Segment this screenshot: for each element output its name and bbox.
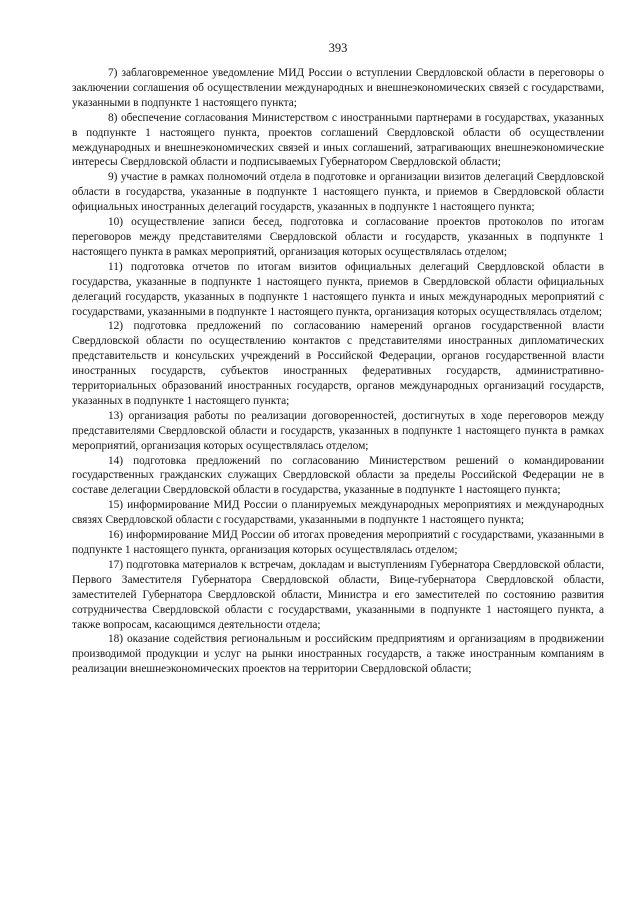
page-number: 393 bbox=[328, 41, 348, 55]
list-item-7: 7) заблаговременное уведомление МИД России о вступлении Свердловской области в переговоры о заключении соглашения об осуществлении международных и внешнеэкономических связей с государствами, указанными в подпункте 1 настоящего пункта; bbox=[72, 67, 604, 109]
list-item-12: 12) подготовка предложений по согласованию намерений органов государственной власти Свердловской области по осуществлению контактов с представителями иностранных дипломатических представительств и консульских учреждений в Российской Федерации, органов государственной власти иностранных государств, субъектов иностранных федеративных государств, административно-территориальных образований иностранных государств, органов международных организаций государств, указанных в подпункте 1 настоящего пункта; bbox=[72, 320, 604, 407]
list-item-13: 13) организация работы по реализации договоренностей, достигнутых в ходе переговоров между представителями Свердловской области и государств, указанных в подпункте 1 настоящего пункта в рамках мероприятий, организация которых осуществлялась отделом; bbox=[72, 409, 604, 452]
list-item-15: 15) информирование МИД России о планируемых международных мероприятиях и международных связях Свердловской области с государствами, указанными в подпункте 1 настоящего пункта; bbox=[72, 499, 604, 527]
list-item-16: 16) информирование МИД России об итогах проведения мероприятий с государствами, указанными в подпункте 1 настоящего пункта, организация которых осуществлялась отделом; bbox=[72, 529, 604, 556]
list-item-18: 18) оказание содействия региональным и российским предприятиям и организациям в продвижении производимой продукции и услуг на рынки иностранных государств, а также иностранным компаниям в реализации внешнеэкономических проектов на территории Свердловской области; bbox=[72, 633, 604, 676]
list-item-8: 8) обеспечение согласования Министерством с иностранными партнерами в государствах, указанных в подпункте 1 настоящего пункта, проектов соглашений Свердловской области об осуществлении международных и внешнеэкономических связей и иных соглашений, затрагивающих внешнеэкономические интересы Свердловской области и подписываемых Губернатором Свердловской области; bbox=[72, 111, 604, 169]
document-page bbox=[72, 40, 604, 677]
list-item-14: 14) подготовка предложений по согласованию Министерством решений о командировании государственных гражданских служащих Свердловской области за пределы Российской Федерации не в составе делегации Свердловской области в государства, указанные в подпункте 1 настоящего пункта; bbox=[72, 454, 604, 497]
list-item-11: 11) подготовка отчетов по итогам визитов официальных делегаций Свердловской области в государства, указанные в подпункте 1 настоящего пункта, приемов в Свердловской области официальных делегаций государств, указанных в подпункте 1 настоящего пункта и иных международных мероприятий с государствами, указанными в подпункте 1 настоящего пункта, организация которых осуществлялась отделом; bbox=[72, 260, 604, 318]
list-item-17: 17) подготовка материалов к встречам, докладам и выступлениям Губернатора Свердловской области, Первого Заместителя Губернатора Свердловской области, Вице-губернатора Свердловской области, заместителей Губернатора Свердловской области, Министра и его заместителей по состоянию развития сотрудничества Свердловской области с государствами, указанными в подпункте 1 настоящего пункта, а также вопросам, касающимся деятельности отдела; bbox=[72, 558, 604, 631]
list-item-10: 10) осуществление записи бесед, подготовка и согласование проектов протоколов по итогам переговоров между представителями Свердловской области и государств, указанных в подпункте 1 настоящего пункта в рамках мероприятий, организация которых осуществлялась отделом; bbox=[72, 216, 604, 258]
list-item-9: 9) участие в рамках полномочий отдела в подготовке и организации визитов делегаций Свердловской области в государства, указанные в подпункте 1 настоящего пункта, и приемов в Свердловской области официальных иностранных делегаций государств, указанных в подпункте 1 настоящего пункта; bbox=[72, 171, 604, 214]
